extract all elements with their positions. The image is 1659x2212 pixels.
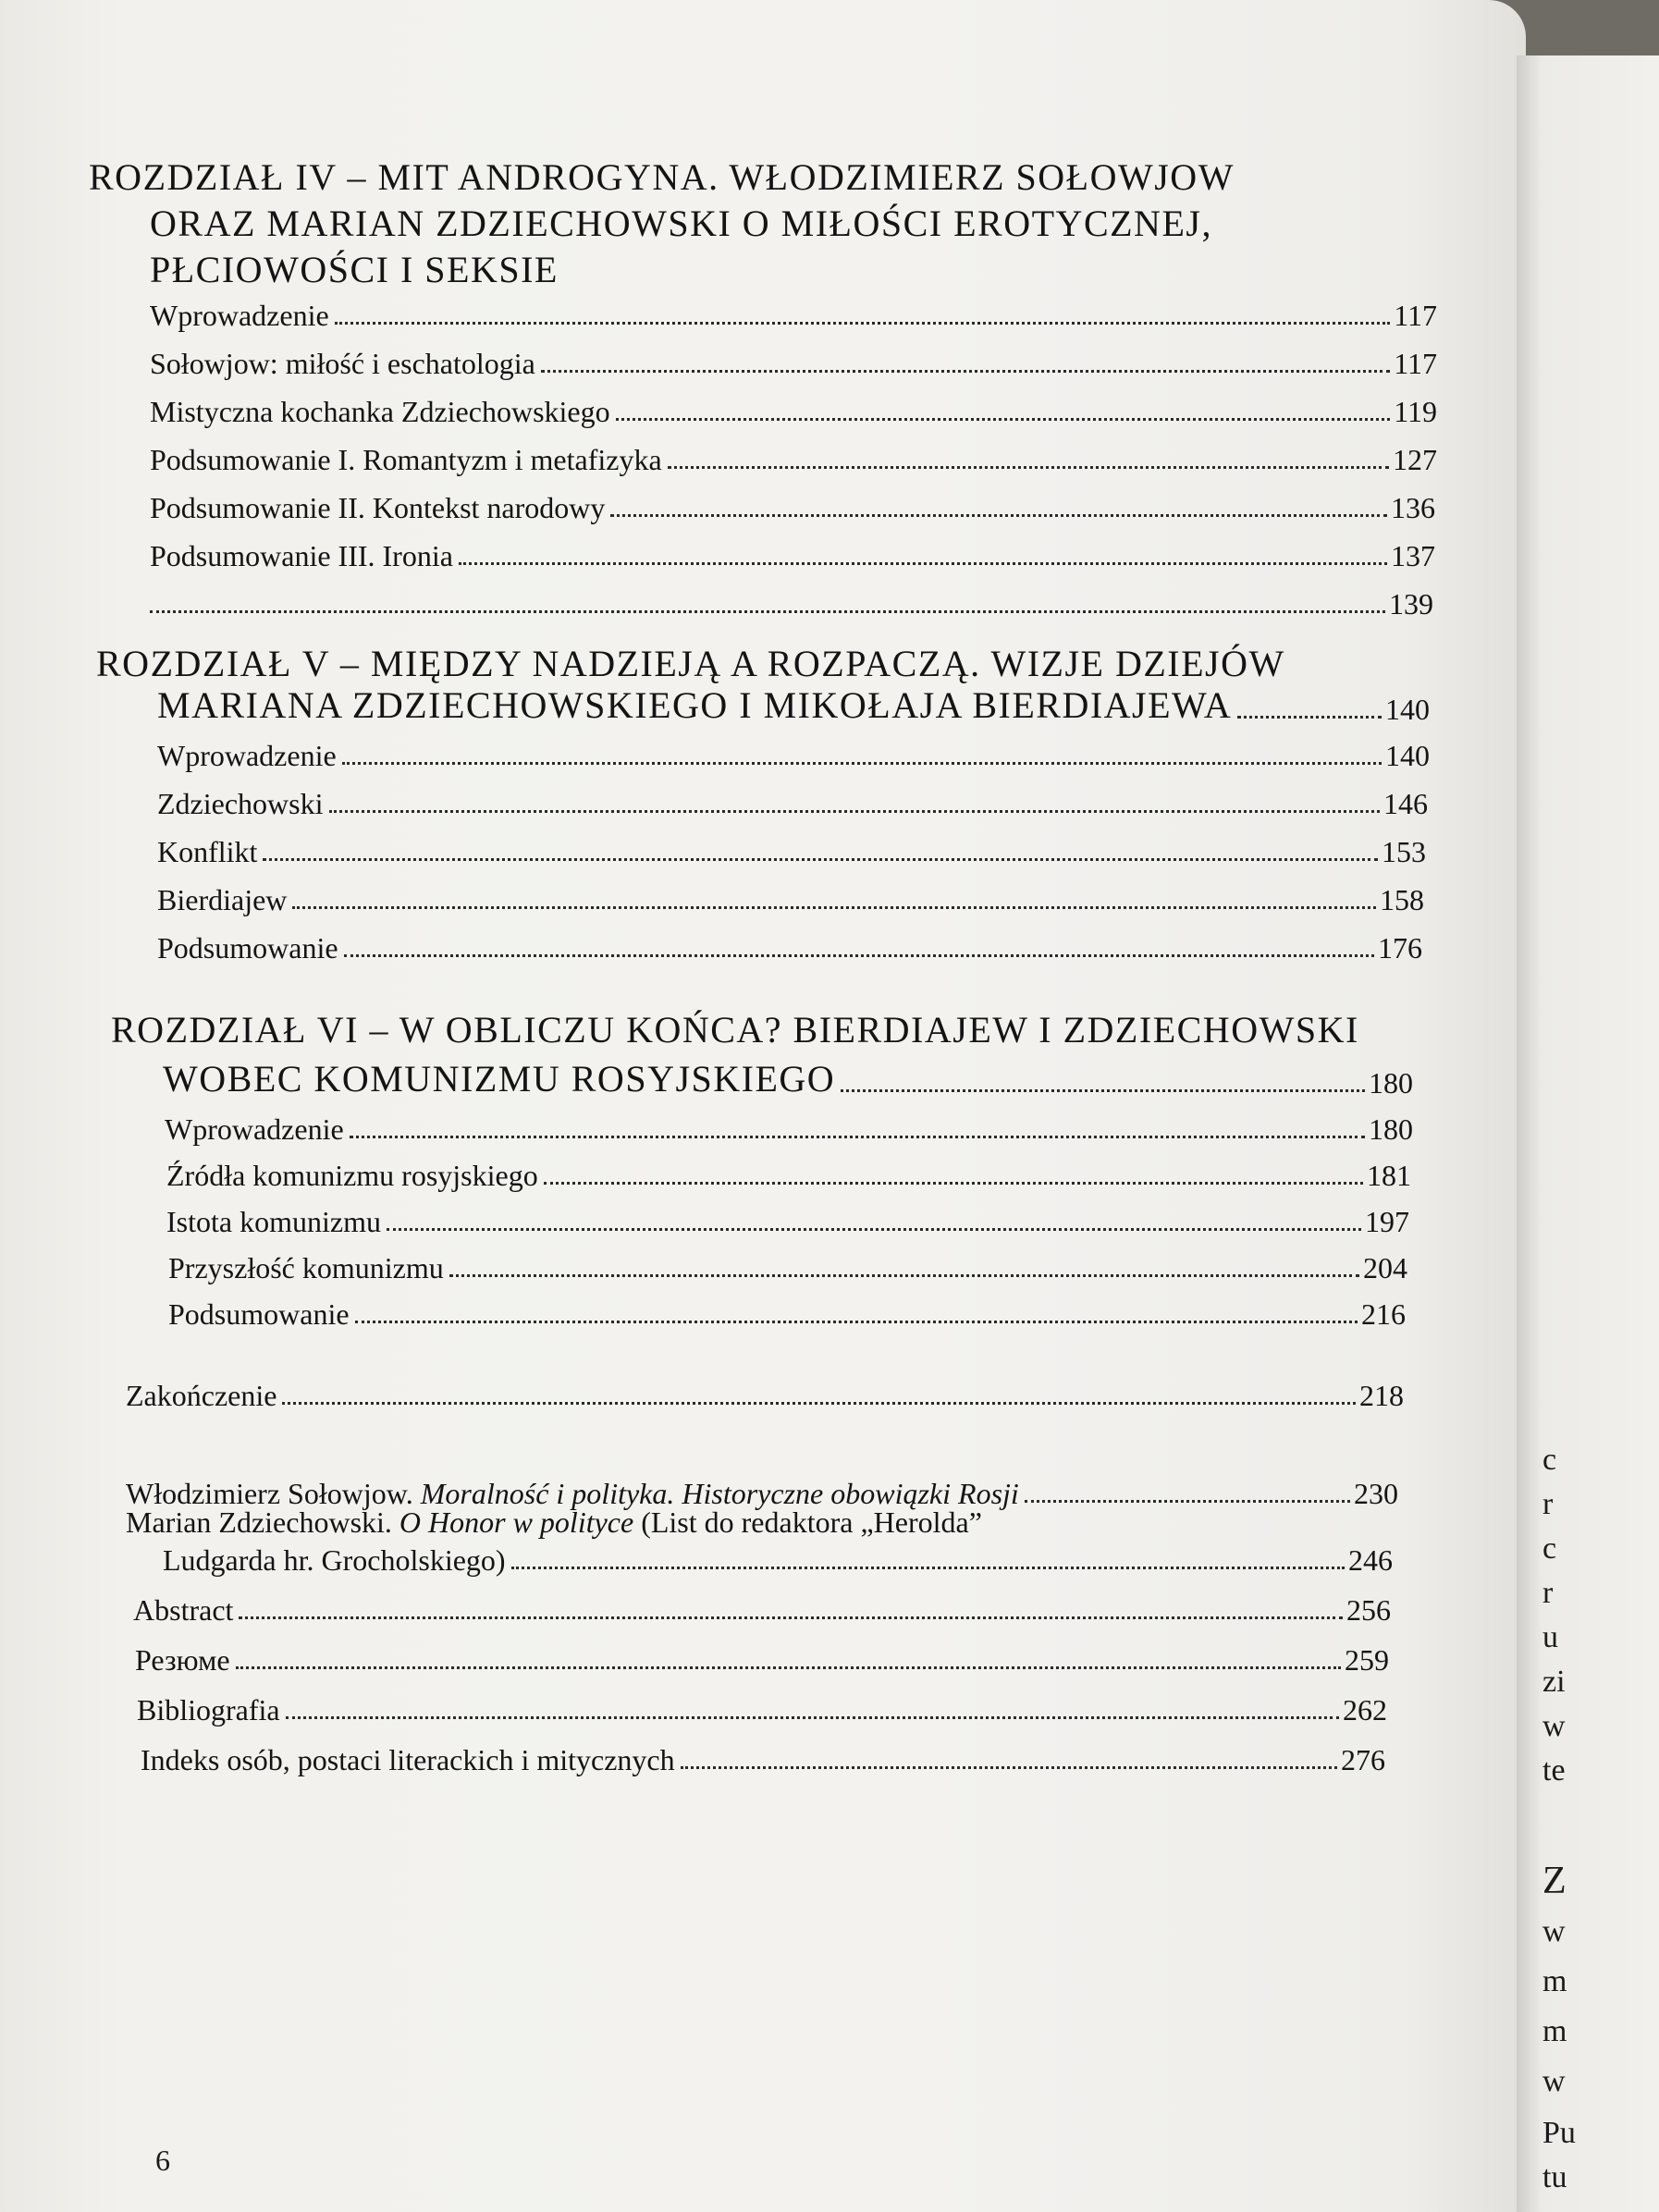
fragment-text: zi <box>1542 1665 1566 1699</box>
toc-entry-label: Bierdiajew <box>157 883 288 916</box>
toc-entry-label: Zakończenie <box>126 1379 277 1412</box>
dot-leader <box>841 1089 1365 1092</box>
toc-entry-label: Wprowadzenie <box>165 1112 344 1146</box>
fragment-text: c <box>1542 1443 1557 1477</box>
toc-entry-page: 262 <box>1343 1693 1387 1727</box>
toc-entry-page: 140 <box>1385 739 1430 772</box>
toc-entry-label: Podsumowanie <box>157 931 338 965</box>
chapter-title: PŁCIOWOŚCI I SEKSIE <box>150 249 559 290</box>
fragment-text: Pu <box>1542 2116 1576 2150</box>
toc-entry-label: Indeks osób, postaci literackich i mitycznych <box>141 1743 675 1776</box>
toc-entry-page: 153 <box>1382 835 1426 868</box>
toc-entry-label: Podsumowanie III. Ironia <box>150 539 453 572</box>
toc-entry-page: 176 <box>1378 931 1422 965</box>
toc-entry-label: Abstract <box>133 1593 234 1627</box>
toc-entry[interactable] <box>163 1539 1393 1578</box>
toc-entry-label: Ludgarda hr. Grocholskiego) <box>163 1543 506 1577</box>
toc-entry[interactable] <box>157 734 1430 773</box>
toc-entry[interactable] <box>135 1639 1389 1677</box>
toc-entry[interactable] <box>165 1108 1413 1147</box>
toc-entry-label: Przyszłość komunizmu <box>168 1251 444 1284</box>
toc-entry[interactable] <box>166 1200 1409 1239</box>
dot-leader <box>459 562 1387 565</box>
toc-entry[interactable] <box>166 1154 1411 1193</box>
dot-leader <box>681 1766 1337 1769</box>
dot-leader <box>263 858 1378 861</box>
toc-entry-label: Резюме <box>135 1643 230 1677</box>
toc-entry-page: 259 <box>1345 1643 1389 1677</box>
dot-leader <box>342 762 1382 765</box>
fragment-text: Z <box>1542 1860 1567 1902</box>
dot-leader <box>616 418 1391 421</box>
toc-entry-page: 136 <box>1391 491 1435 524</box>
chapter-title: ROZDZIAŁ IV – MIT ANDROGYNA. WŁODZIMIERZ SOŁOWJOW <box>89 156 1235 198</box>
toc-entry[interactable] <box>150 294 1437 333</box>
toc-entry-page: 197 <box>1365 1205 1409 1238</box>
chapter-title: ROZDZIAŁ VI – W OBLICZU KOŃCA? BIERDIAJEW I ZDZIECHOWSKI <box>111 1009 1359 1051</box>
dot-leader <box>511 1567 1345 1569</box>
dot-leader <box>350 1136 1365 1138</box>
dot-leader <box>541 370 1390 373</box>
dot-leader <box>387 1228 1361 1231</box>
dot-leader <box>286 1716 1339 1719</box>
chapter-title: ORAZ MARIAN ZDZIECHOWSKI O MIŁOŚCI EROTYCZNEJ, <box>150 203 1212 244</box>
dot-leader <box>355 1321 1358 1323</box>
dot-leader <box>329 810 1381 813</box>
fragment-text: m <box>1542 2014 1567 2048</box>
chapter-title-line[interactable] <box>157 684 1430 727</box>
toc-entry-page: 140 <box>1385 693 1430 726</box>
author-name: Włodzimierz Sołowjow. <box>126 1477 421 1510</box>
fragment-text: r <box>1542 1487 1554 1521</box>
chapter-title: MARIANA ZDZIECHOWSKIEGO I MIKOŁAJA BIERDIAJEWA <box>157 684 1233 726</box>
toc-entry-label: Konflikt <box>157 835 258 868</box>
page-number: 6 <box>155 2144 170 2177</box>
toc-entry-page: 218 <box>1359 1379 1404 1412</box>
toc-entry-page: 181 <box>1367 1159 1411 1192</box>
toc-entry-page: 137 <box>1391 539 1435 572</box>
toc-entry-page: 146 <box>1383 787 1428 820</box>
toc-entry-label: Istota komunizmu <box>166 1205 381 1238</box>
fragment-text: te <box>1542 1753 1566 1788</box>
work-title: O Honor w polityce <box>399 1505 634 1539</box>
toc-entry-page: 158 <box>1380 883 1424 916</box>
next-page-fragment <box>1517 55 1659 2212</box>
toc-entry-page: 117 <box>1394 347 1437 380</box>
dot-leader <box>292 906 1376 909</box>
toc-entry-label: Sołowjow: miłość i eschatologia <box>150 347 535 380</box>
chapter-title: WOBEC KOMUNIZMU ROSYJSKIEGO <box>163 1058 836 1100</box>
fragment-text: r <box>1542 1576 1554 1610</box>
toc-entry-label: Podsumowanie I. Romantyzm i metafizyka <box>150 443 662 476</box>
toc-entry[interactable] <box>150 342 1437 381</box>
toc-entry[interactable] <box>157 782 1428 821</box>
dot-leader <box>282 1402 1356 1405</box>
toc-entry-page: 117 <box>1394 299 1437 332</box>
fragment-text: u <box>1542 1620 1558 1654</box>
toc-entry-label: Wprowadzenie <box>150 299 329 332</box>
toc-entry[interactable] <box>157 879 1424 917</box>
fragment-text: w <box>1542 2064 1566 2098</box>
toc-entry[interactable] <box>150 486 1435 525</box>
dot-leader <box>239 1616 1343 1619</box>
dot-leader <box>610 514 1387 517</box>
toc-entry-label: Bibliografia <box>137 1693 280 1727</box>
fragment-text: tu <box>1542 2160 1567 2194</box>
dot-leader <box>1025 1500 1350 1503</box>
toc-entry[interactable] <box>157 927 1422 965</box>
dot-leader <box>1237 716 1382 719</box>
toc-entry[interactable] <box>126 1374 1404 1413</box>
dot-leader <box>150 610 1385 613</box>
fragment-text: w <box>1542 1914 1566 1948</box>
toc-entry-label: Zdziechowski <box>157 787 324 820</box>
toc-entry-label: Źródła komunizmu rosyjskiego <box>166 1159 538 1192</box>
toc-entry-label[interactable] <box>126 1505 982 1540</box>
toc-entry[interactable] <box>137 1689 1387 1727</box>
toc-entry-label: Wprowadzenie <box>157 739 337 772</box>
toc-entry[interactable] <box>141 1739 1385 1777</box>
fragment-text: w <box>1542 1709 1566 1743</box>
toc-entry-page: 204 <box>1363 1251 1407 1284</box>
author-name: Marian Zdziechowski. <box>126 1505 399 1539</box>
toc-entry-page: 216 <box>1361 1297 1406 1331</box>
toc-entry-label: Podsumowanie II. Kontekst narodowy <box>150 491 606 524</box>
chapter-title: ROZDZIAŁ V – MIĘDZY NADZIEJĄ A ROZPACZĄ. WIZJE DZIEJÓW <box>96 643 1285 684</box>
toc-entry[interactable] <box>168 1247 1407 1285</box>
dot-leader <box>344 954 1374 957</box>
toc-entry-page: 139 <box>1389 587 1433 621</box>
dot-leader <box>236 1666 1341 1669</box>
toc-entry[interactable] <box>133 1589 1391 1628</box>
toc-entry-label: Mistyczna kochanka Zdziechowskiego <box>150 395 610 428</box>
toc-entry-page: 127 <box>1393 443 1437 476</box>
chapter-title-line[interactable] <box>163 1058 1413 1100</box>
toc-entry[interactable] <box>168 1293 1406 1332</box>
dot-leader <box>449 1274 1359 1277</box>
toc-entry-label: Podsumowanie <box>168 1297 350 1331</box>
entry-suffix: (List do redaktora „Herolda” <box>633 1505 982 1539</box>
toc-entry-page: 180 <box>1369 1112 1413 1146</box>
toc-entry-page: 119 <box>1394 395 1437 428</box>
dot-leader <box>335 322 1391 325</box>
fragment-text: m <box>1542 1964 1567 1998</box>
toc-entry-page: 276 <box>1341 1743 1385 1776</box>
toc-entry-page: 256 <box>1346 1593 1391 1627</box>
dot-leader <box>668 466 1389 469</box>
toc-entry-page: 230 <box>1354 1477 1398 1510</box>
toc-entry[interactable] <box>150 583 1433 621</box>
toc-entry-page: 246 <box>1348 1543 1393 1577</box>
toc-entry[interactable] <box>150 438 1437 477</box>
work-title: Moralność i polityka. Historyczne obowiązki Rosji <box>420 1477 1019 1510</box>
toc-entry[interactable] <box>150 535 1435 573</box>
toc-entry-page: 180 <box>1369 1066 1413 1100</box>
dot-leader <box>544 1182 1363 1185</box>
toc-entry[interactable] <box>157 830 1426 869</box>
toc-entry[interactable] <box>150 390 1437 429</box>
fragment-text: c <box>1542 1531 1557 1566</box>
